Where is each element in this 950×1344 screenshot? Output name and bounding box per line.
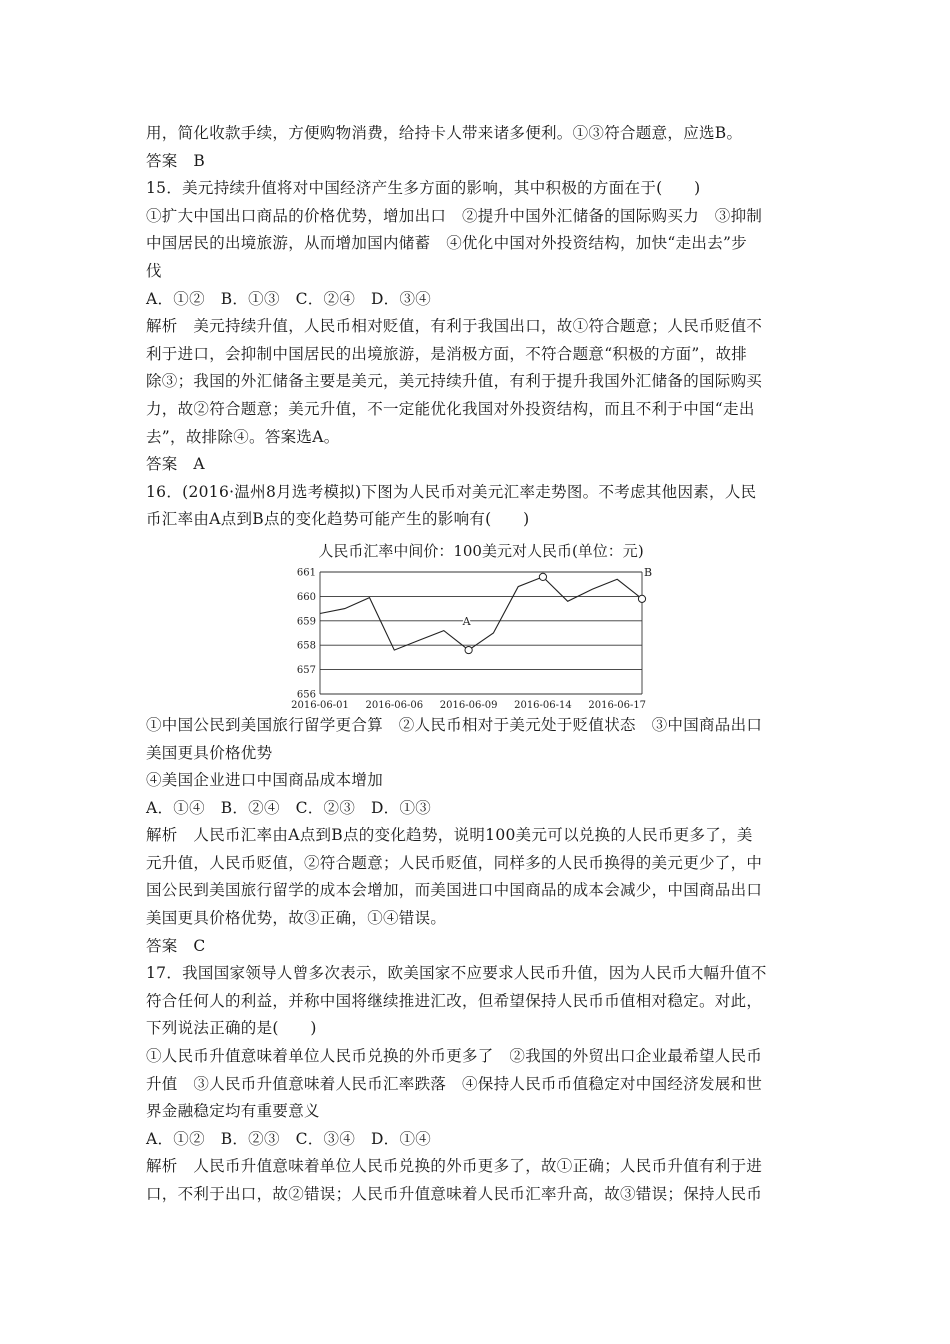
question-17-stem: 17．我国国家领导人曾多次表示，欧美国家不应要求人民币升值，因为人民币大幅升值不 xyxy=(146,964,767,983)
document-page xyxy=(146,120,816,1209)
answer-line: 答案 A xyxy=(146,455,205,474)
series-line xyxy=(320,577,642,650)
data-point-marker xyxy=(465,646,472,653)
chart-svg xyxy=(146,566,816,712)
analysis-line: 口，不利于出口，故②错误；人民币升值意味着人民币汇率升高，故③错误；保持人民币 xyxy=(146,1185,763,1203)
x-tick-label: 2016-06-14 xyxy=(514,699,572,711)
x-tick-label: 2016-06-09 xyxy=(439,699,498,711)
analysis-line: 元升值，人民币贬值，②符合题意；人民币贬值，同样多的人民币换得的美元更少了，中 xyxy=(146,853,763,872)
question-17-options: 升值 ③人民币升值意味着人民币汇率跌落 ④保持人民币币值稳定对中国经济发展和世 xyxy=(146,1074,763,1093)
answer-line: 答案 B xyxy=(146,151,206,170)
analysis-line: 解析 美元持续升值，人民币相对贬值，有利于我国出口，故①符合题意；人民币贬值不 xyxy=(146,317,763,336)
y-tick-label: 656 xyxy=(296,689,316,701)
analysis-line: 解析 人民币汇率由A点到B点的变化趋势，说明100美元可以兑换的人民币更多了，美 xyxy=(146,826,753,845)
y-tick-label: 658 xyxy=(296,640,316,652)
question-17-choices: A．①② B．②③ C．③④ D．①④ xyxy=(146,1129,432,1148)
x-tick-label: 2016-06-17 xyxy=(588,699,647,711)
x-tick-label: 2016-06-06 xyxy=(365,699,424,711)
annotation-label: A xyxy=(462,614,471,628)
text-block-top xyxy=(146,120,816,534)
question-17-stem: 下列说法正确的是( ) xyxy=(146,1019,317,1038)
y-tick-label: 661 xyxy=(296,567,316,579)
question-15-stem: 15．美元持续升值将对中国经济产生多方面的影响，其中积极的方面在于( ) xyxy=(146,179,701,198)
question-16-stem: 币汇率由A点到B点的变化趋势可能产生的影响有( ) xyxy=(146,510,530,529)
data-point-marker xyxy=(539,573,546,580)
annotation-label: B xyxy=(643,566,653,580)
question-15-options: ①扩大中国出口商品的价格优势，增加出口 ②提升中国外汇储备的国际购买力 ③抑制 xyxy=(146,206,763,225)
question-17-options: ①人民币升值意味着单位人民币兑换的外币更多了 ②我国的外贸出口企业最希望人民币 xyxy=(146,1047,763,1066)
analysis-line: 美国更具价格优势，故③正确，①④错误。 xyxy=(146,909,447,928)
question-16-options: 美国更具价格优势 xyxy=(146,743,273,762)
question-16-stem: 16．(2016·温州8月选考模拟)下图为人民币对美元汇率走势图。不考虑其他因素，人民 xyxy=(146,482,757,501)
y-tick-label: 660 xyxy=(296,591,316,603)
analysis-line: 解析 人民币升值意味着单位人民币兑换的外币更多了，故①正确；人民币升值有利于进 xyxy=(146,1157,763,1176)
text-block-bottom xyxy=(146,712,816,1209)
question-16-choices: A．①④ B．②④ C．②③ D．①③ xyxy=(146,798,432,817)
answer-line: 答案 C xyxy=(146,936,206,955)
analysis-line: 力，故②符合题意；美元升值，不一定能优化我国对外投资结构，而且不利于中国“走出 xyxy=(146,399,755,418)
chart-title: 人民币汇率中间价：100美元对人民币(单位：元) xyxy=(318,541,644,560)
y-tick-label: 657 xyxy=(296,665,316,677)
question-16-options: ④美国企业进口中国商品成本增加 xyxy=(146,771,384,790)
analysis-line: 去”，故排除④。答案选A。 xyxy=(146,427,340,446)
exchange-rate-chart xyxy=(146,566,816,712)
question-17-stem: 符合任何人的利益，并称中国将继续推进汇改，但希望保持人民币币值相对稳定。对此， xyxy=(146,991,763,1010)
analysis-line: 除③；我国的外汇储备主要是美元，美元持续升值，有利于提升我国外汇储备的国际购买 xyxy=(146,372,763,391)
analysis-line: 利于进口，会抑制中国居民的出境旅游，是消极方面，不符合题意“积极的方面”，故排 xyxy=(146,344,748,363)
y-tick-label: 659 xyxy=(296,616,316,628)
x-tick-label: 2016-06-01 xyxy=(291,699,349,711)
analysis-line: 国公民到美国旅行留学的成本会增加，而美国进口中国商品的成本会减少，中国商品出口 xyxy=(146,881,763,900)
question-17-options: 界金融稳定均有重要意义 xyxy=(146,1102,320,1121)
question-15-options: 中国居民的出境旅游，从而增加国内储蓄 ④优化中国对外投资结构，加快“走出去”步 xyxy=(146,234,748,253)
question-15-options: 伐 xyxy=(146,261,162,280)
data-point-marker xyxy=(638,595,645,602)
text-line: 用，简化收款手续，方便购物消费，给持卡人带来诸多便利。①③符合题意，应选B。 xyxy=(146,124,743,142)
question-15-choices: A．①② B．①③ C．②④ D．③④ xyxy=(146,289,432,308)
question-16-options: ①中国公民到美国旅行留学更合算 ②人民币相对于美元处于贬值状态 ③中国商品出口 xyxy=(146,715,763,734)
